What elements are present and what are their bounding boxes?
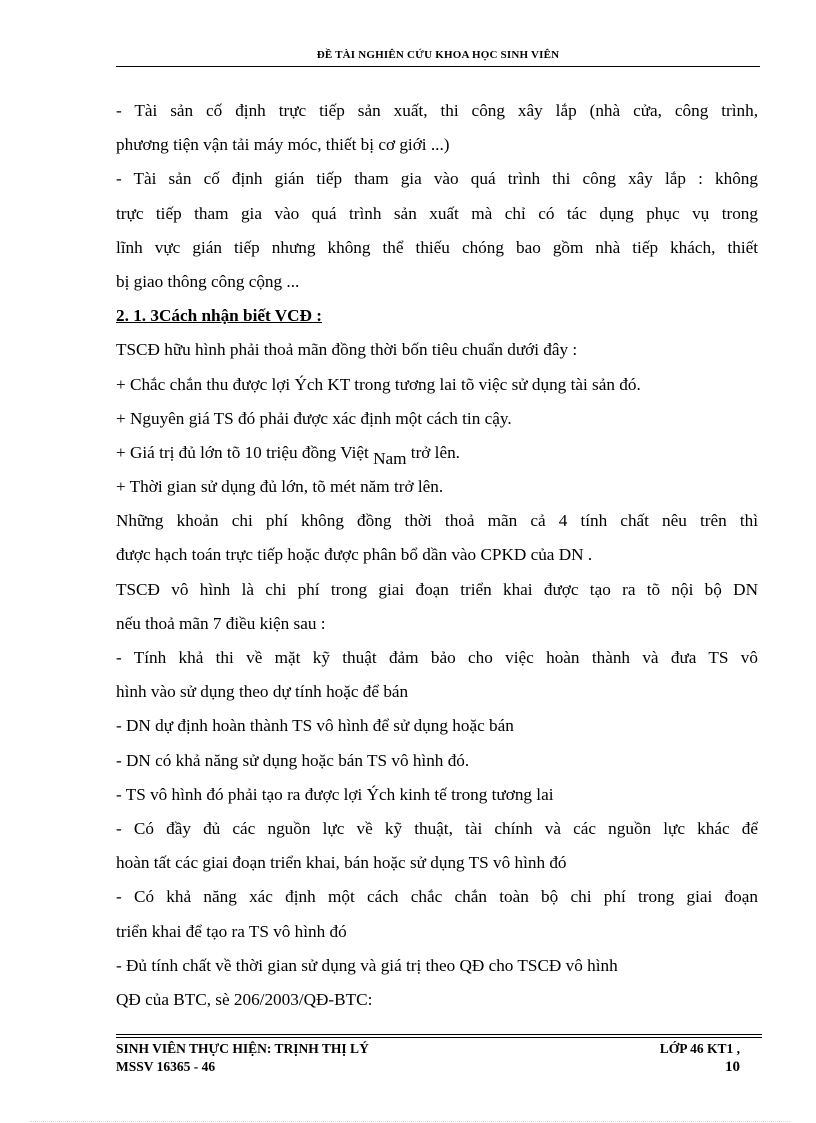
text-fragment: trở lên. bbox=[406, 442, 460, 462]
text-line: - Đủ tính chất về thời gian sử dụng và giá trị theo QĐ cho TSCĐ vô hình bbox=[116, 955, 618, 975]
text-line: - Tính khả thi về mặt kỹ thuật đảm bảo cho việc hoàn thành và đưa TS vô bbox=[116, 648, 758, 667]
text-line: - TS vô hình đó phải tạo ra được lợi Ých kinh tế trong tương lai bbox=[116, 784, 554, 804]
text-line: QĐ của BTC, sè 206/2003/QĐ-BTC: bbox=[116, 989, 373, 1009]
text-line: + Chắc chắn thu được lợi Ých KT trong tương lai tõ việc sử dụng tài sản đó. bbox=[116, 374, 641, 394]
header-divider bbox=[116, 66, 760, 67]
text-line: - Có đầy đủ các nguồn lực về kỹ thuật, tài chính và các nguồn lực khác để bbox=[116, 818, 758, 838]
text-line: - DN có khả năng sử dụng hoặc bán TS vô hình đó. bbox=[116, 750, 470, 770]
text-line: Những khoản chi phí không đồng thời thoả mãn cả 4 tính chất nêu trên thì bbox=[116, 511, 758, 531]
document-body bbox=[116, 94, 758, 1017]
text-line: được hạch toán trực tiếp hoặc được phân bổ dần vào CPKD của DN . bbox=[116, 545, 593, 565]
text-line: + Nguyên giá TS đó phải được xác định một cách tin cậy. bbox=[116, 408, 512, 428]
text-line: hình vào sử dụng theo dự tính hoặc để bán bbox=[116, 682, 409, 702]
text-line: - Tài sản cố định trực tiếp sản xuất, thi công xây lắp (nhà cửa, công trình, bbox=[116, 101, 758, 120]
text-line: + Thời gian sử dụng đủ lớn, tõ mét năm trở lên. bbox=[116, 477, 444, 497]
text-line: lĩnh vực gián tiếp nhưng không thể thiếu chóng bao gồm nhà tiếp khách, thiết bbox=[116, 237, 758, 257]
footer-row bbox=[116, 1040, 740, 1058]
text-line: TSCĐ vô hình là chi phí trong giai đoạn triển khai được tạo ra tõ nội bộ DN bbox=[116, 579, 758, 599]
text-line: - Có khả năng xác định một cách chắc chắn toàn bộ chi phí trong giai đoạn bbox=[116, 887, 758, 907]
text-line: nếu thoả mãn 7 điều kiện sau : bbox=[116, 613, 326, 633]
page-footer bbox=[116, 1040, 740, 1076]
footer-student-id: MSSV 16365 - 46 bbox=[116, 1059, 216, 1074]
text-line: bị giao thông công cộng ... bbox=[116, 271, 300, 291]
text-line: phương tiện vận tải máy móc, thiết bị cơ giới ...) bbox=[116, 135, 450, 155]
text-line: TSCĐ hữu hình phải thoả mãn đồng thời bốn tiêu chuẩn dưới đây : bbox=[116, 340, 578, 360]
text-line: hoàn tất các giai đoạn triển khai, bán hoặc sử dụng TS vô hình đó bbox=[116, 853, 567, 873]
text-line: - Tài sản cố định gián tiếp tham gia vào quá trình thi công xây lắp : không bbox=[116, 169, 758, 189]
page-number: 10 bbox=[725, 1059, 740, 1075]
page-bottom-edge bbox=[30, 1121, 790, 1122]
page-header-title: ĐỀ TÀI NGHIÊN CỨU KHOA HỌC SINH VIÊN bbox=[316, 49, 560, 61]
text-fragment-subscript: Nam bbox=[373, 448, 407, 468]
text-line: trực tiếp tham gia vào quá trình sản xuất mà chỉ có tác dụng phục vụ trong bbox=[116, 203, 758, 223]
text-line-value-threshold bbox=[116, 436, 758, 470]
footer-divider bbox=[116, 1034, 762, 1035]
text-fragment: + Giá trị đủ lớn tõ 10 triệu đồng Việt bbox=[116, 442, 374, 462]
section-heading: 2. 1. 3Cách nhận biết VCĐ : bbox=[116, 306, 322, 326]
footer-student-name: SINH VIÊN THỰC HIỆN: TRỊNH THỊ LÝ bbox=[116, 1041, 369, 1056]
footer-row bbox=[116, 1058, 740, 1076]
text-line: triển khai để tạo ra TS vô hình đó bbox=[116, 921, 347, 941]
text-line: - DN dự định hoàn thành TS vô hình để sử dụng hoặc bán bbox=[116, 716, 514, 736]
footer-class: LỚP 46 KT1 , bbox=[659, 1041, 740, 1056]
footer-divider-thin bbox=[116, 1037, 762, 1038]
